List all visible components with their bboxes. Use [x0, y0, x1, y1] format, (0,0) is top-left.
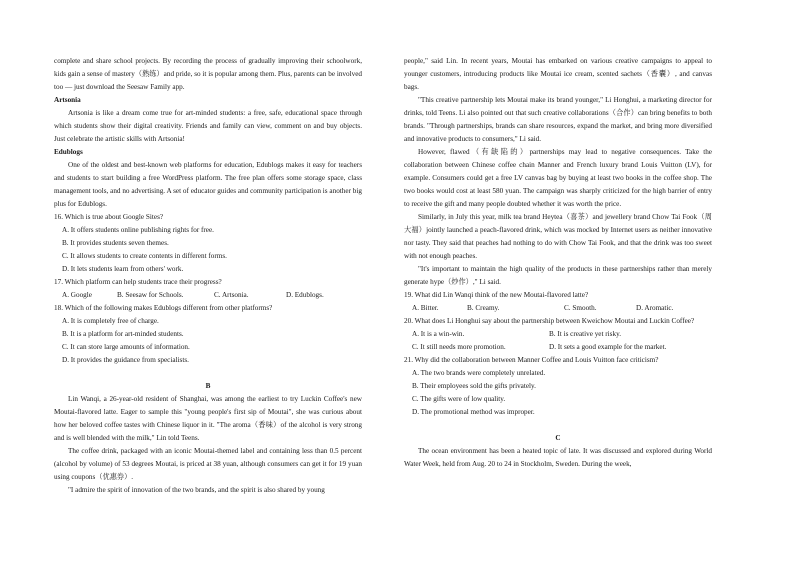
q19-option-c: C. Smooth.	[564, 304, 597, 312]
q16-option-a: A. It offers students online publishing rights for free.	[62, 226, 214, 234]
question-20: 20. What does Li Honghui say about the partnership between Kweichow Moutai and Luckin Coffee?	[404, 317, 695, 325]
paragraph-c1: The ocean environment has been a heated topic of late. It was discussed and explored during World Water Week, held from Aug. 20 to 24 in Stockholm, Sweden. During the week,	[404, 447, 712, 468]
paragraph-b4: "This creative partnership lets Moutai make its brand younger," Li Honghui, a marketing director for drinks, told Teens. Li also pointed out that such creative collaborations（合作）can bring benefits to both brands. "Through partnerships, brands can share resources, expand the market, and bring more diversified and innovative products to consumers," Li said.	[404, 96, 712, 143]
question-21: 21. Why did the collaboration between Manner Coffee and Louis Vuitton face criticism?	[404, 356, 659, 364]
q18-option-a: A. It is completely free of charge.	[62, 317, 159, 325]
left-column	[54, 55, 362, 497]
question-18: 18. Which of the following makes Edublogs different from other platforms?	[54, 304, 273, 312]
q16-option-b: B. It provides students seven themes.	[62, 239, 169, 247]
q20-options-row-1	[412, 328, 712, 341]
section-c-heading: C	[555, 434, 561, 442]
spacer	[54, 367, 362, 380]
heading-artsonia: Artsonia	[54, 96, 81, 104]
paragraph-b7: "It's important to maintain the high quality of the products in these partnerships rather than merely generate hype（炒作）," Li said.	[404, 265, 712, 286]
question-16: 16. Which is true about Google Sites?	[54, 213, 164, 221]
question-17: 17. Which platform can help students trace their progress?	[54, 278, 222, 286]
q18-option-b: B. It is a platform for art-minded students.	[62, 330, 184, 338]
paragraph-b1: Lin Wanqi, a 26-year-old resident of Shanghai, was among the earliest to try Luckin Coffee's new Moutai-flavored latte. Eager to sample this "young people's first sip of Moutai", she was curious about how her beloved coffee tastes with Chinese liquor in it. "The aroma（香味）of the alcohol is very strong and is well blended with the milk," Lin told Teens.	[54, 395, 362, 442]
right-column	[404, 55, 712, 471]
q19-option-a: A. Bitter.	[412, 304, 439, 312]
paragraph-b6: Similarly, in July this year, milk tea brand Heytea（喜茶）and jewellery brand Chow Tai Fook（周大福）jointly launched a peach-flavored drink, which was mocked by Internet users as neither innovative nor tasty. They said that peaches had nothing to do with Chow Tai Fook, and that the drink was too sweet with not enough peaches.	[404, 213, 712, 260]
q20-option-d: D. It sets a good example for the market.	[549, 343, 667, 351]
q19-options	[412, 302, 712, 315]
paragraph-b3: "I admire the spirit of innovation of the two brands, and the spirit is also shared by young	[68, 486, 325, 494]
paragraph-b2: The coffee drink, packaged with an iconic Moutai-themed label and containing less than 0.5 percent (alcohol by volume) of 53 degrees Moutai, is priced at 38 yuan, although consumers can get it for 19 yuan using coupons（优惠券）.	[54, 447, 362, 481]
q20-option-b: B. It is creative yet risky.	[549, 330, 621, 338]
q21-option-a: A. The two brands were completely unrelated.	[412, 369, 546, 377]
q18-option-d: D. It provides the guidance from specialists.	[62, 356, 189, 364]
q20-options-row-2	[412, 341, 712, 354]
paragraph-seesaw-end: complete and share school projects. By recording the process of gradually improving their schoolwork, kids gain a sense of mastery（熟练）and pride, so it is popular among them. Plus, parents can be involved too — just download the Seesaw Family app.	[54, 57, 362, 91]
q16-option-d: D. It lets students learn from others' work.	[62, 265, 184, 273]
q21-option-d: D. The promotional method was improper.	[412, 408, 535, 416]
heading-edublogs: Edublogs	[54, 148, 83, 156]
paragraph-b3-continued: people," said Lin. In recent years, Moutai has embarked on various creative campaigns to appeal to younger customers, introducing products like Moutai ice cream, scented sachets（香囊）, and canvas bags.	[404, 57, 712, 91]
q17-options	[62, 289, 362, 302]
spacer	[404, 419, 712, 432]
q16-option-c: C. It allows students to create contents in different forms.	[62, 252, 227, 260]
q17-option-b: B. Seesaw for Schools.	[117, 291, 184, 299]
q19-option-b: B. Creamy.	[467, 304, 500, 312]
q21-option-b: B. Their employees sold the gifts privately.	[412, 382, 536, 390]
section-b-heading: B	[205, 382, 211, 390]
q18-option-c: C. It can store large amounts of information.	[62, 343, 190, 351]
q20-option-c: C. It still needs more promotion.	[412, 343, 506, 351]
paragraph-edublogs: One of the oldest and best-known web platforms for education, Edublogs makes it easy for teachers and students to start building a free WordPress platform. The free plan offers some storage space, class management tools, and no advertising. A set of educator guides and community participation is another big plus for Edublogs.	[54, 161, 362, 208]
q19-option-d: D. Aromatic.	[636, 304, 674, 312]
q21-option-c: C. The gifts were of low quality.	[412, 395, 506, 403]
q17-option-a: A. Google	[62, 291, 92, 299]
q17-option-c: C. Artsonia.	[214, 291, 249, 299]
q17-option-d: D. Edublogs.	[286, 291, 324, 299]
paragraph-b5: However, flawed（有缺陷的）partnerships may lead to negative consequences. Take the collaboration between Chinese coffee chain Manner and French luxury brand Louis Vuitton (LV), for example. Consumers could get a free LV canvas bag by buying at least two books in the coffee shop. The two books would cost at least 580 yuan. The campaign was sharply criticized for the high barrier of entry to receive the gift and many people doubted whether it was worth the price.	[404, 148, 712, 208]
paragraph-artsonia: Artsonia is like a dream come true for art-minded students: a free, safe, educational space through which students show their digital creativity. Friends and family can view, comment on and buy objects. Just celebrate the artistic skills with Artsonia!	[54, 109, 362, 143]
q20-option-a: A. It is a win-win.	[412, 330, 465, 338]
question-19: 19. What did Lin Wanqi think of the new Moutai-flavored latte?	[404, 291, 589, 299]
